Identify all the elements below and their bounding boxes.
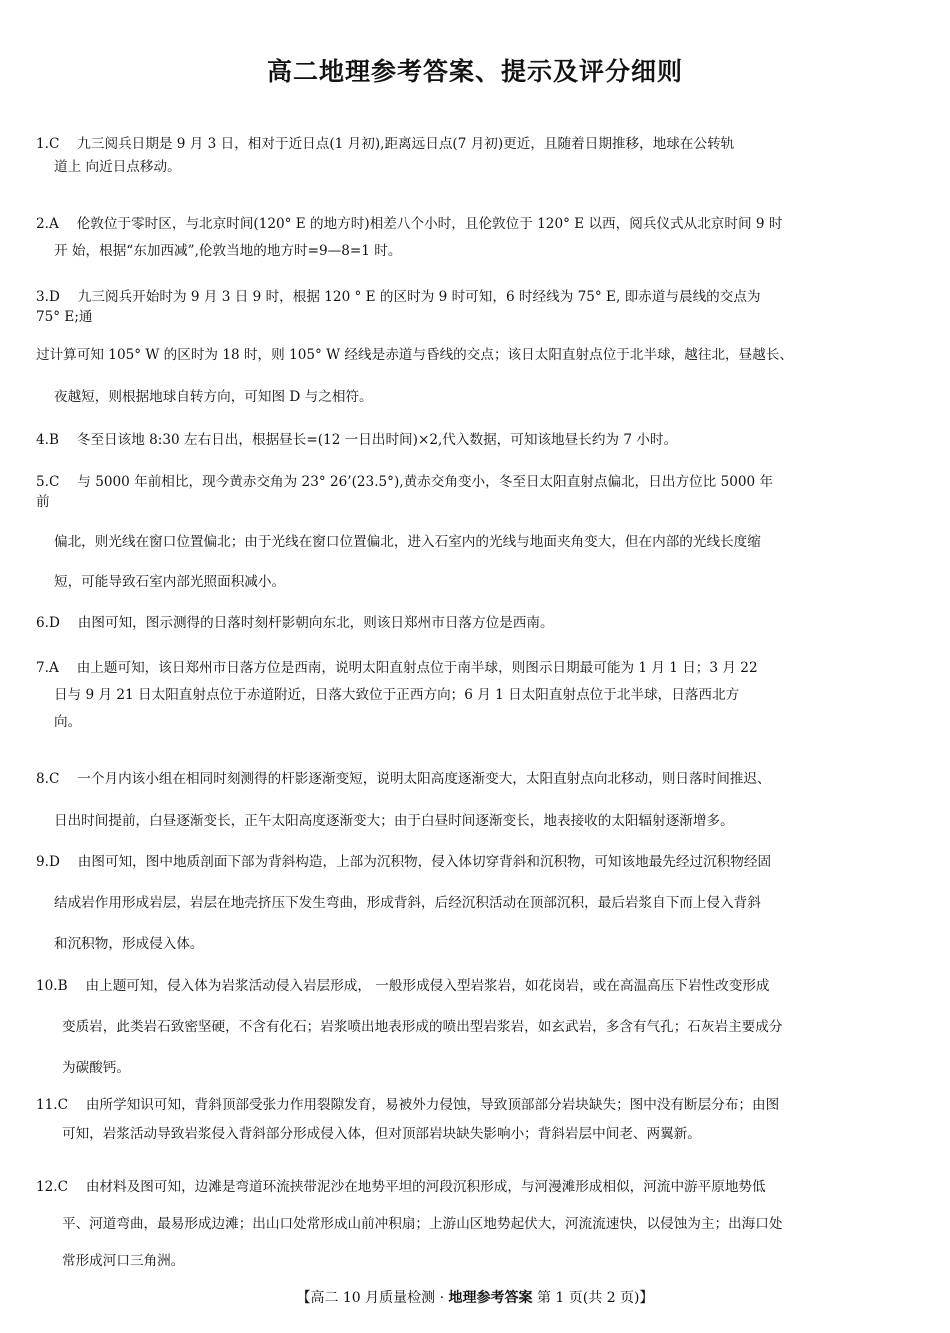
answer-item-6 bbox=[36, 612, 916, 634]
answer-item-11 bbox=[36, 1091, 916, 1149]
answer-line: 日出时间提前，白昼逐渐变长，正午太阳高度逐渐变大；由于白昼时间逐渐变长，地表接收的太阳辐射逐渐增多。 bbox=[54, 813, 734, 829]
answer-line: 8.C 一个月内该小组在相同时刻测得的杆影逐渐变短，说明太阳高度逐渐变大，太阳直射点向北移动，则日落时间推迟、 bbox=[36, 771, 771, 787]
answer-line: 4.B 冬至日该地 8:30 左右日出，根据昼长=(12 一日出时间)×2,代入数据，可知该地昼长约为 7 小时。 bbox=[36, 432, 678, 448]
answer-line: 12.C 由材料及图可知，边滩是弯道环流挟带泥沙在地势平坦的河段沉积形成，与河漫滩形成相似，河流中游平原地势低 bbox=[36, 1179, 766, 1195]
footer-page-number: 第 1 页(共 2 页)】 bbox=[536, 1290, 654, 1306]
footer-subject: 地理参考答案 bbox=[448, 1290, 533, 1306]
answer-line: 9.D 由图可知，图中地质剖面下部为背斜构造，上部为沉积物，侵入体切穿背斜和沉积物，可知该地最先经过沉积物经固 bbox=[36, 854, 772, 870]
answer-line: 7.A 由上题可知，该日郑州市日落方位是西南，说明太阳直射点位于南半球，则图示日期最可能为 1 月 1 日；3 月 22 bbox=[36, 660, 758, 676]
answer-line: 75° E;通 bbox=[36, 309, 93, 325]
answer-line: 平、河道弯曲，最易形成边滩；出山口处常形成山前冲积扇；上游山区地势起伏大，河流流速快，以侵蚀为主；出海口处 bbox=[62, 1216, 783, 1232]
answer-item-5 bbox=[36, 472, 916, 593]
answer-item-2 bbox=[36, 211, 916, 265]
answer-line: 为碳酸钙。 bbox=[62, 1060, 130, 1076]
answer-line: 和沉积物，形成侵入体。 bbox=[54, 936, 204, 952]
answer-line: 5.C 与 5000 年前相比，现今黄赤交角为 23° 26’(23.5°),黄赤交角变小，冬至日太阳直射点偏北，日出方位比 5000 年 bbox=[36, 474, 774, 490]
answer-item-10 bbox=[36, 966, 916, 1089]
answer-line: 6.D 由图可知，图示测得的日落时刻杆影朝向东北，则该日郑州市日落方位是西南。 bbox=[36, 615, 554, 631]
answer-line: 1.C 九三阅兵日期是 9 月 3 日，相对于近日点(1 月初),距离远日点(7 月初)更近，且随着日期推移，地球在公转轨 bbox=[36, 136, 735, 152]
answer-item-1 bbox=[36, 133, 916, 179]
answer-item-8 bbox=[36, 758, 916, 842]
answer-line: 可知，岩浆活动导致岩浆侵入背斜部分形成侵入体，但对顶部岩块缺失影响小；背斜岩层中间老、两翼新。 bbox=[62, 1126, 701, 1142]
answer-line: 3.D 九三阅兵开始时为 9 月 3 日 9 时，根据 120 ° E 的区时为 9 时可知，6 时经线为 75° E, 即赤道与晨线的交点为 bbox=[36, 289, 761, 305]
answer-line: 11.C 由所学知识可知，背斜顶部受张力作用裂隙发育，易被外力侵蚀，导致顶部部分岩块缺失；图中没有断层分布；由图 bbox=[36, 1097, 780, 1113]
answer-line: 开 始，根据“东加西减”,伦敦当地的地方时=9—8=1 时。 bbox=[54, 243, 402, 259]
answer-line: 日与 9 月 21 日太阳直射点位于赤道附近，日落大致位于正西方向；6 月 1 日太阳直射点位于北半球，日落西北方 bbox=[54, 687, 740, 703]
answer-item-9 bbox=[36, 842, 916, 965]
answer-item-4 bbox=[36, 429, 916, 451]
answer-line: 2.A 伦敦位于零时区，与北京时间(120° E 的地方时)相差八个小时，且伦敦位于 120° E 以西，阅兵仪式从北京时间 9 时 bbox=[36, 216, 783, 232]
page-title: 高二地理参考答案、提示及评分细则 bbox=[266, 57, 683, 86]
answer-line: 过计算可知 105° W 的区时为 18 时，则 105° W 经线是赤道与昏线的交点；该日太阳直射点位于北半球，越往北，昼越长、 bbox=[36, 347, 794, 363]
answer-line: 常形成河口三角洲。 bbox=[62, 1253, 185, 1269]
answer-item-7 bbox=[36, 655, 916, 736]
answer-line: 10.B 由上题可知，侵入体为岩浆活动侵入岩层形成， 一般形成侵入型岩浆岩，如花岗岩，或在高温高压下岩性改变形成 bbox=[36, 978, 770, 994]
answer-line: 偏北，则光线在窗口位置偏北；由于光线在窗口位置偏北，进入石室内的光线与地面夹角变大，但在内部的光线长度缩 bbox=[54, 534, 761, 550]
answer-line: 道上 向近日点移动。 bbox=[54, 159, 181, 175]
answer-line: 变质岩，此类岩石致密坚硬，不含有化石；岩浆喷出地表形成的喷出型岩浆岩，如玄武岩，多含有气孔；石灰岩主要成分 bbox=[62, 1019, 783, 1035]
footer-left: 【高二 10 月质量检测 · bbox=[296, 1290, 445, 1306]
answer-line: 短，可能导致石室内部光照面积减小。 bbox=[54, 574, 286, 590]
answer-line: 夜越短，则根据地球自转方向，可知图 D 与之相符。 bbox=[54, 389, 373, 405]
answer-line: 向。 bbox=[54, 714, 82, 730]
answer-item-12 bbox=[36, 1169, 916, 1280]
answer-line: 结成岩作用形成岩层，岩层在地壳挤压下发生弯曲，形成背斜，后经沉积活动在顶部沉积，最后岩浆自下而上侵入背斜 bbox=[54, 895, 761, 911]
page-footer bbox=[0, 1287, 950, 1307]
answer-item-3 bbox=[36, 287, 916, 408]
answer-line: 前 bbox=[36, 494, 50, 510]
